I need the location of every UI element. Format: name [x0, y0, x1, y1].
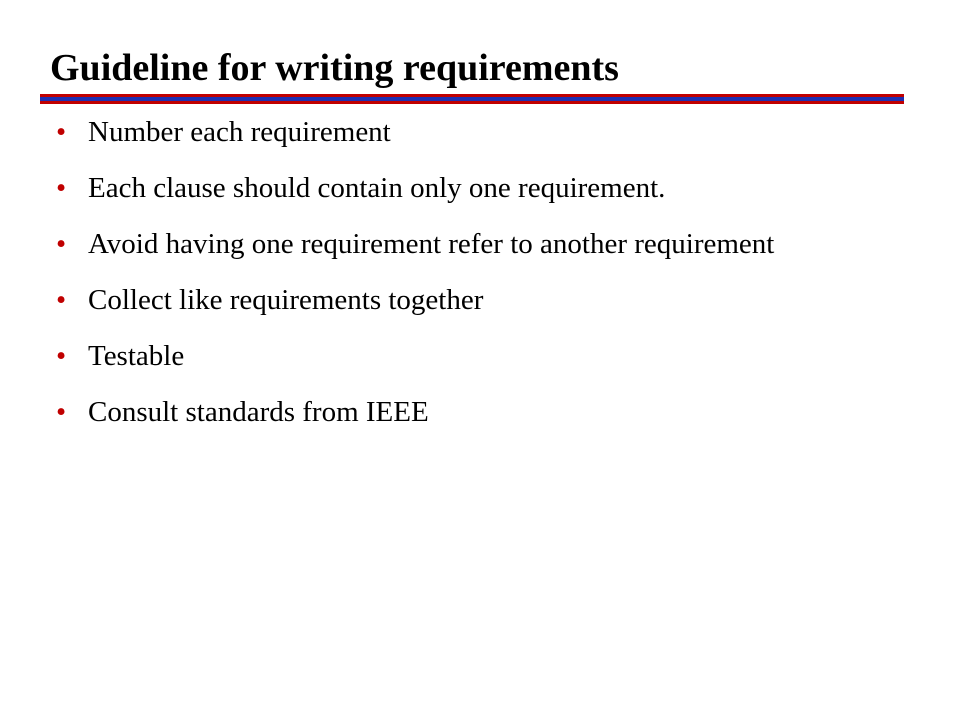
bullet-dot-icon: •: [56, 284, 67, 316]
slide-title: Guideline for writing requirements: [50, 47, 619, 89]
bullet-item: [56, 114, 916, 150]
bullet-text: Testable: [88, 340, 185, 372]
bullet-item: [56, 282, 916, 318]
bullet-item: [56, 170, 916, 206]
title-underline-red-bottom: [40, 101, 904, 104]
bullet-dot-icon: •: [56, 228, 67, 260]
bullet-item: [56, 226, 808, 262]
bullet-dot-icon: •: [56, 396, 67, 428]
bullet-dot-icon: •: [56, 340, 67, 372]
bullet-text: Number each requirement: [88, 116, 391, 148]
bullet-item: [56, 394, 916, 430]
bullet-dot-icon: •: [56, 116, 67, 148]
bullet-text: Avoid having one requirement refer to another requirement: [88, 228, 775, 260]
bullet-text: Collect like requirements together: [88, 284, 484, 316]
bullet-dot-icon: •: [56, 172, 67, 204]
bullet-text: Consult standards from IEEE: [88, 396, 429, 428]
bullet-list: [56, 114, 916, 450]
bullet-item: [56, 338, 916, 374]
bullet-text: Each clause should contain only one requirement.: [88, 172, 666, 204]
